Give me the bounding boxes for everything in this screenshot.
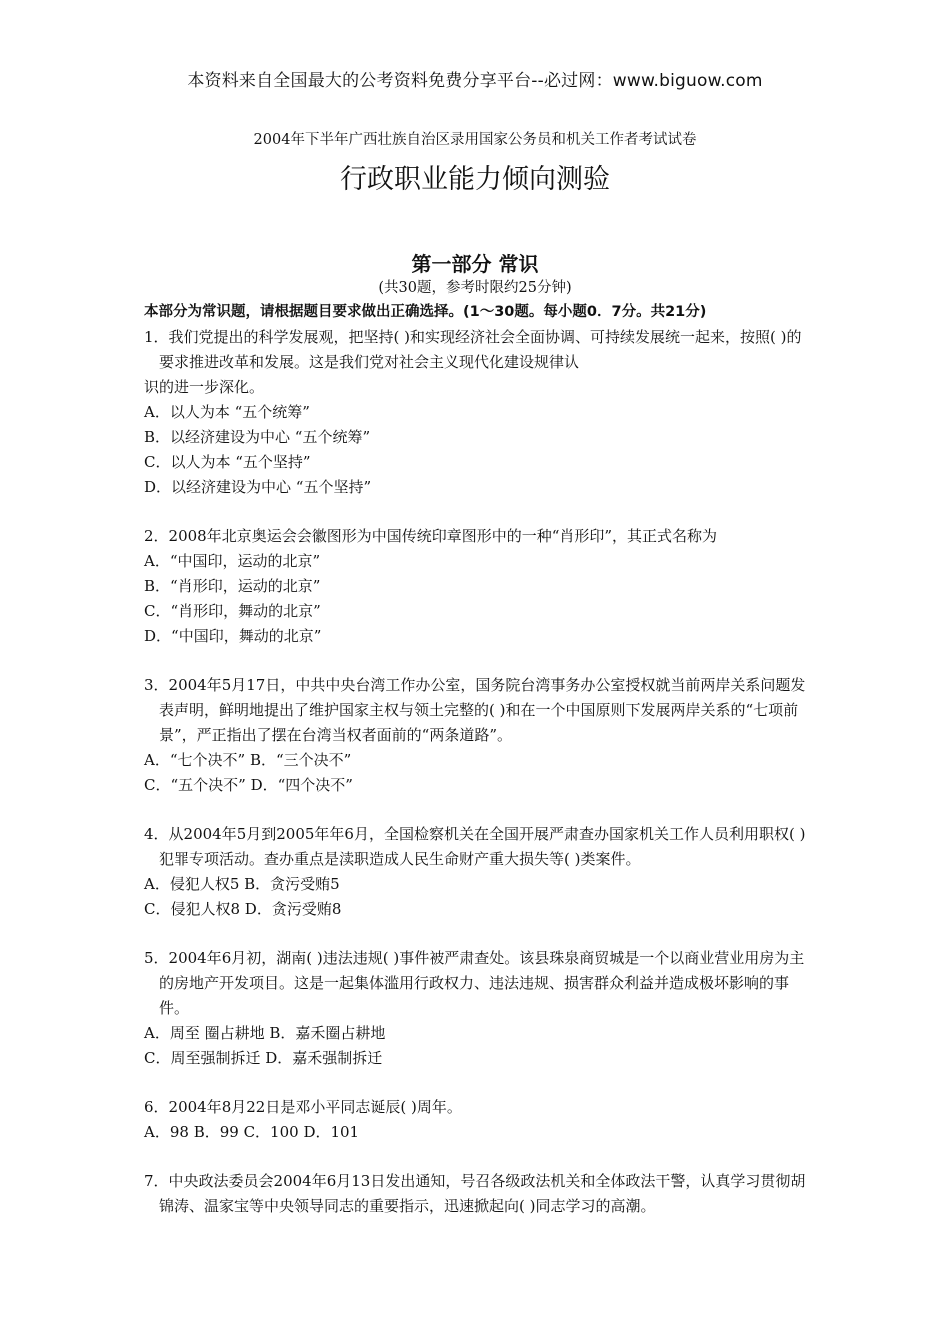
answer-option: C．侵犯人权8 D．贪污受贿8: [144, 900, 342, 918]
answer-option: B．“肖形印，运动的北京”: [144, 577, 321, 595]
question-stem: 7．中央政法委员会2004年6月13日发出通知，号召各级政法机关和全体政法干警，认真学习贯彻胡锦涛、温家宝等中央领导同志的重要指示，迅速掀起向( )同志学习的高潮。: [144, 1172, 806, 1215]
question-item: [144, 524, 812, 649]
question-stem: 3．2004年5月17日，中共中央台湾工作办公室，国务院台湾事务办公室授权就当前两岸关系问题发表声明，鲜明地提出了维护国家主权与领土完整的( )和在一个中国原则下发展两岸关系的“七项前景”，严正指出了摆在台湾当权者面前的“两条道路”。: [144, 676, 806, 744]
question-item: [144, 1095, 812, 1145]
answer-option: C．“肖形印，舞动的北京”: [144, 602, 321, 620]
question-stem: 2．2008年北京奥运会会徽图形为中国传统印章图形中的一种“肖形印”，其正式名称为: [144, 527, 718, 545]
answer-option: A．周至 圈占耕地 B．嘉禾圈占耕地: [144, 1024, 386, 1042]
answer-option: A．“七个决不” B．“三个决不”: [144, 751, 352, 769]
answer-option: C．周至强制拆迁 D．嘉禾强制拆迁: [144, 1049, 383, 1067]
question-item: [144, 946, 812, 1071]
exam-name: 2004年下半年广西壮族自治区录用国家公务员和机关工作者考试试卷: [253, 132, 697, 148]
question-stem: 5．2004年6月初，湖南( )违法违规( )事件被严肃查处。该县珠泉商贸城是一个以商业营业用房为主的房地产开发项目。这是一起集体滥用行政权力、违法违规、损害群众利益并造成极坏影响的事件。: [144, 949, 805, 1017]
question-item: [144, 325, 812, 500]
answer-option: C．以人为本 “五个坚持”: [144, 453, 311, 471]
part-instruction: 本部分为常识题，请根据题目要求做出正确选择。(1～30题。每小题0．7分。共21分): [144, 304, 707, 320]
answer-option: C．“五个决不” D．“四个决不”: [144, 776, 353, 794]
question-stem: 4．从2004年5月到2005年年6月，全国检察机关在全国开展严肃查办国家机关工作人员利用职权( )犯罪专项活动。查办重点是渎职造成人民生命财产重大损失等( )类案件。: [144, 825, 806, 868]
question-stem: 6．2004年8月22日是邓小平同志诞辰( )周年。: [144, 1098, 462, 1116]
answer-option: A．侵犯人权5 B．贪污受贿5: [144, 875, 340, 893]
source-header: 本资料来自全国最大的公考资料免费分享平台--必过网：www.biguow.com: [187, 71, 763, 91]
answer-option: A．98 B．99 C．100 D．101: [144, 1123, 360, 1141]
question-list: [144, 325, 812, 1243]
question-item: [144, 673, 812, 798]
part-subtitle: (共30题，参考时限约25分钟): [378, 280, 572, 296]
page-title: 行政职业能力倾向测验: [340, 164, 610, 195]
question-item: [144, 822, 812, 922]
answer-option: A．以人为本 “五个统筹”: [144, 403, 310, 421]
question-item: [144, 1169, 812, 1219]
answer-option: A．“中国印，运动的北京”: [144, 552, 321, 570]
answer-option: B．以经济建设为中心 “五个统筹”: [144, 428, 371, 446]
part-title: 第一部分 常识: [411, 252, 539, 276]
answer-option: D．以经济建设为中心 “五个坚持”: [144, 478, 372, 496]
question-stem-continuation: 识的进一步深化。: [144, 378, 265, 396]
answer-option: D．“中国印，舞动的北京”: [144, 627, 322, 645]
question-stem: 1．我们党提出的科学发展观，把坚持( )和实现经济社会全面协调、可持续发展统一起来，按照( )的要求推进改革和发展。这是我们党对社会主义现代化建设规律认: [144, 328, 802, 371]
